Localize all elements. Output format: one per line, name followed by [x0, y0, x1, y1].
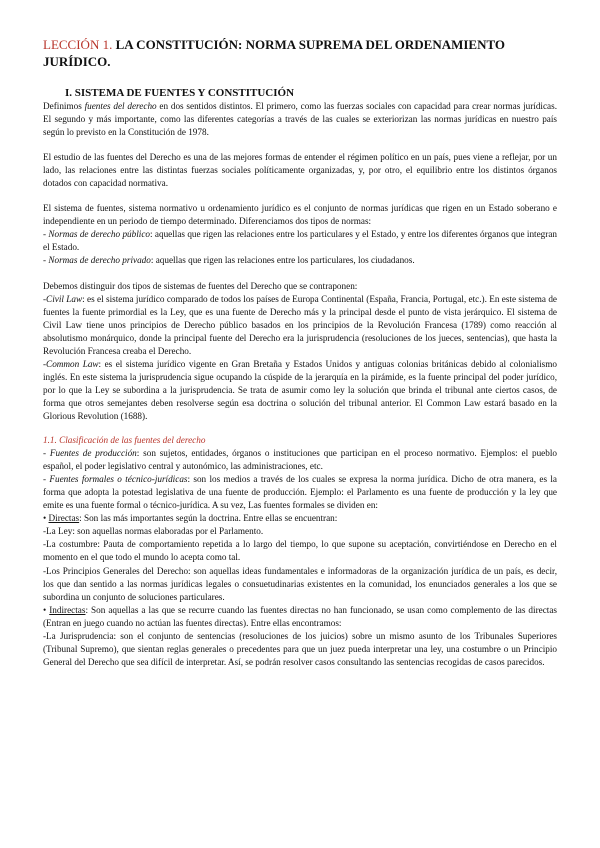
list-item-direct-sources: • Directas: Son las más importantes según la doctrina. Entre ellas se encuentran: [43, 513, 338, 524]
paragraph-definition: Definimos fuentes del derecho en dos sentidos distintos. El primero, como las fuerzas sociales con capacidad para crear normas jurídicas. El segundo y más importante, como las diferentes categorías a través de las cuales se exteriorizan las normas jurídicas en nuestro país según lo previsto en la Constitución de 1978. [43, 101, 557, 138]
subsection-heading: 1.1. Clasificación de las fuentes del derecho [43, 435, 206, 446]
lesson-title: LA CONSTITUCIÓN: NORMA SUPREMA DEL ORDENAMIENTO JURÍDICO. [43, 37, 506, 69]
paragraph-common-law: -Common Law: es el sistema jurídico vigente en Gran Bretaña y Estados Unidos y antiguas colonias británicas debido al colonialismo inglés. En este sistema la jurisprudencia sigue ocupando la cúspide de la jerarquía en la pirámide, es la fuente principal del poder jurídico, por lo que la Ley se subordina a la jurisprudencia. Se trata de asumir como ley la solución que brinda el tribunal ante ciertos casos, de forma que otros semejantes deben resolverse según esa doctrina o solución del tribunal anterior. El Common Law estará basado en la Glorious Revolution (1688). [43, 358, 557, 421]
list-item-jurisprudence: -La Jurisprudencia: son el conjunto de sentencias (resoluciones de los juicios) sobre un mismo asunto de los Tribunales Superiores (Tribunal Supremo), que sientan reglas generales o precedentes para que un juez pueda interpretar una ley, una costumbre o un Principio General del Derecho que sea difícil de interpretar. Así, se podrán resolver casos consultando las sentencias recogidas de casos parecidos. [43, 630, 557, 667]
paragraph-civil-law: -Civil Law: es el sistema jurídico comparado de todos los países de Europa Continental (España, Francia, Portugal, etc.). En este sistema de fuentes la fuente primordial es la Ley, que es una fuente de Derecho más y la principal desde el punto de vista jerárquico. El sistema de Civil Law tiene unos principios de Derecho público basados en los principios de la Revolución Francesa (1789) como reacción al absolutismo monárquico, donde la principal fuente del Derecho era la jurisprudencia (resoluciones de los jueces, sentencias), que hasta la Revolución Francesa creaba el Derecho. [43, 293, 557, 356]
list-item-general-principles: -Los Principios Generales del Derecho: son aquellas ideas fundamentales e informadoras de la organización jurídica de un país, es decir, los que dan sentido a las normas jurídicas legales o consuetudinarias existentes en la comunidad, los enunciados generales a los que se subordina un conjunto de soluciones particulares. [43, 565, 557, 602]
list-item-private-law: - Normas de derecho privado: aquellas que rigen las relaciones entre los particulares, los ciudadanos. [43, 255, 415, 266]
paragraph-study: El estudio de las fuentes del Derecho es una de las mejores formas de entender el régimen político en un país, pues viene a reflejar, por un lado, las relaciones entre las distintas fuerzas sociales políticamente organizadas, y, por otro, el equilibrio entre los distintos órganos dotados con capacidad normativa. [43, 152, 557, 189]
list-item-law: -La Ley: son aquellas normas elaboradas por el Parlamento. [43, 526, 264, 537]
section-heading-1: I. SISTEMA DE FUENTES Y CONSTITUCIÓN [65, 87, 295, 99]
document-page [43, 36, 557, 669]
list-item-custom: -La costumbre: Pauta de comportamiento repetida a lo largo del tiempo, lo que supone su aceptación, convirtiéndose en Derecho en el momento en el que todo el mundo lo acepta como tal. [43, 539, 557, 563]
list-item-public-law: - Normas de derecho público: aquellas que rigen las relaciones entre los particulares y el Estado, y entre los diferentes órganos que integran el Estado. [43, 229, 557, 253]
paragraph-production-sources: - Fuentes de producción: son sujetos, entidades, órganos o instituciones que participan en el proceso normativo. Ejemplos: el pueblo español, el poder legislativo central y autonómico, las administraciones, etc. [43, 448, 557, 472]
lesson-label: LECCIÓN 1. [43, 37, 113, 52]
paragraph-systems-intro: Debemos distinguir dos tipos de sistemas de fuentes del Derecho que se contraponen: [43, 280, 358, 291]
document-title [43, 36, 557, 70]
list-item-indirect-sources: • Indirectas: Son aquellas a las que se recurre cuando las fuentes directas no han funcionado, se usan como complemento de las directas (Entran en juego cuando no actúan las fuentes directas). Entre ellas encontramos: [43, 604, 558, 628]
paragraph-system: El sistema de fuentes, sistema normativo u ordenamiento jurídico es el conjunto de normas jurídicas que rigen en un Estado soberano e independiente en un periodo de tiempo determinado. Diferenciamos dos tipos de normas: [43, 203, 557, 227]
paragraph-formal-sources: - Fuentes formales o técnico-jurídicas: son los medios a través de los cuales se expresa la norma jurídica. Dicho de otra manera, es la forma que adopta la potestad legislativa de una fuente de producción. Ejemplo: el Parlamento es una fuente de producción y la ley que emite es una fuente formal o técnico-jurídica. A su vez, Las fuentes formales se dividen en: [43, 474, 557, 511]
